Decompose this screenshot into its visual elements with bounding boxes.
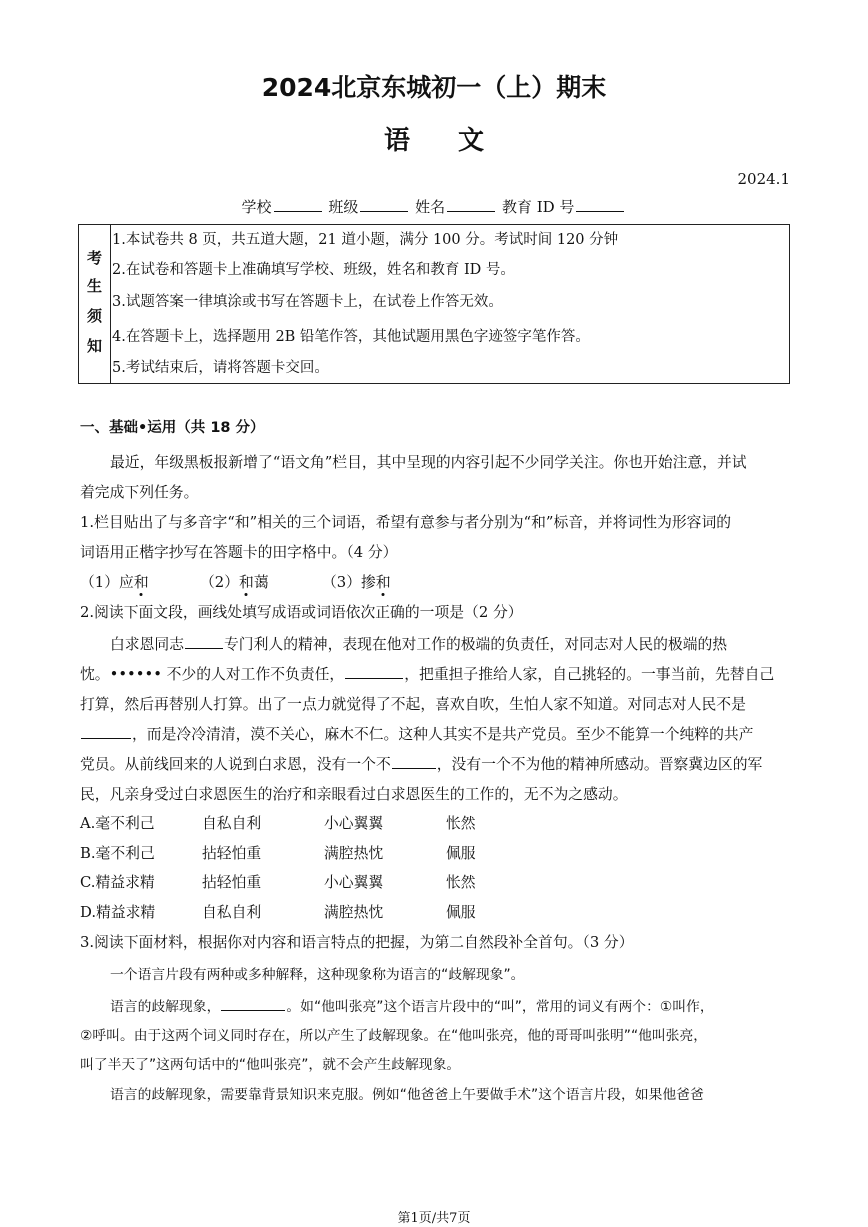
option-d-1: D.精益求精 <box>80 904 156 921</box>
class-blank <box>360 197 408 212</box>
fill-blank <box>221 997 285 1011</box>
notice-label-char: 知 <box>86 337 102 355</box>
q1-word-post: 蔼 <box>253 574 269 591</box>
exam-date: 2024.1 <box>737 170 790 188</box>
page-number: 第1页/共7页 <box>397 1211 471 1226</box>
section-heading: 一、基础•运用（共 18 分） <box>80 420 265 436</box>
q1-word-num: （2） <box>200 574 240 591</box>
option-a-1: A.毫不利己 <box>80 815 155 832</box>
passage-line <box>80 753 762 774</box>
id-label: 教育 ID 号 <box>501 198 575 216</box>
notice-item: 2.在试卷和答题卡上准确填写学校、班级，姓名和教育 ID 号。 <box>112 262 515 278</box>
notice-item: 1.本试卷共 8 页，共五道大题，21 道小题，满分 100 分。考试时间 120 分钟 <box>112 232 619 248</box>
passage-text: 忱。•••••• 不少的人对工作不负责任， <box>80 666 345 683</box>
option-a-3: 小心翼翼 <box>324 815 384 832</box>
option-c-2: 拈轻怕重 <box>202 874 262 891</box>
question-3-title: 3.阅读下面材料，根据你对内容和语言特点的把握，为第二自然段补全首句。（3 分） <box>80 934 634 951</box>
question-1-text: 词语用正楷字抄写在答题卡的田字格中。（4 分） <box>80 544 398 561</box>
option-d-3: 满腔热忱 <box>324 904 384 921</box>
q1-word-pre: 应 <box>119 574 134 591</box>
q1-word-dotted: 和 <box>239 574 254 591</box>
fill-blank <box>185 635 223 649</box>
school-label: 学校 <box>241 198 272 216</box>
material-text: 语言的歧解现象， <box>110 999 221 1015</box>
q1-word-1 <box>80 571 149 592</box>
exam-subject: 语文 <box>383 126 532 156</box>
name-blank <box>447 197 495 212</box>
passage-text: ，没有一个不为他的精神所感动。晋察冀边区的军 <box>436 756 763 773</box>
fill-blank <box>81 725 131 739</box>
q1-word-num: （3） <box>322 574 362 591</box>
question-2-title: 2.阅读下面文段，画线处填写成语或词语依次正确的一项是（2 分） <box>80 604 523 621</box>
passage-text: 党员。从前线回来的人说到白求恩，没有一个不 <box>80 756 391 773</box>
notice-item: 3.试题答案一律填涂或书写在答题卡上，在试卷上作答无效。 <box>112 294 503 310</box>
fill-blank <box>392 755 436 769</box>
notice-item: 4.在答题卡上，选择题用 2B 铅笔作答，其他试题用黑色字迹签字笔作答。 <box>112 329 590 345</box>
q1-word-num: （1） <box>80 574 120 591</box>
intro-line: 最近，年级黑板报新增了“语文角”栏目，其中呈现的内容引起不少同学关注。你也开始注意，并试 <box>110 454 747 471</box>
passage-line <box>80 663 774 684</box>
material-paragraph: 一个语言片段有两种或多种解释，这种现象称为语言的“歧解现象”。 <box>110 967 525 983</box>
option-b-2: 拈轻怕重 <box>202 845 262 862</box>
passage-line <box>80 723 753 744</box>
option-a-4: 怅然 <box>446 815 476 832</box>
option-d-2: 自私自利 <box>202 904 262 921</box>
material-line: 语言的歧解现象，需要靠背景知识来克服。例如“他爸爸上午要做手术”这个语言片段，如果他爸爸 <box>110 1087 704 1103</box>
notice-label <box>79 225 111 383</box>
id-blank <box>576 197 624 212</box>
q1-word-2 <box>200 571 269 592</box>
passage-line: 打算，然后再替别人打算。出了一点力就觉得了不起，喜欢自吹，生怕人家不知道。对同志对人民不是 <box>80 696 746 713</box>
school-blank <box>274 197 322 212</box>
option-c-3: 小心翼翼 <box>324 874 384 891</box>
passage-text: 白求恩同志 <box>110 636 184 653</box>
material-paragraph <box>110 995 714 1015</box>
notice-box <box>78 224 790 384</box>
fill-blank <box>345 665 403 679</box>
option-c-1: C.精益求精 <box>80 874 155 891</box>
notice-item: 5.考试结束后，请将答题卡交回。 <box>112 360 329 376</box>
notice-label-char: 考 <box>86 249 102 267</box>
material-line: ②呼叫。由于这两个词义同时存在，所以产生了歧解现象。在“他叫张亮，他的哥哥叫张明”“他叫张亮， <box>80 1028 708 1044</box>
class-label: 班级 <box>328 198 359 216</box>
passage-line <box>110 633 727 654</box>
q1-word-dotted: 和 <box>375 574 391 591</box>
option-b-1: B.毫不利己 <box>80 845 155 862</box>
option-a-2: 自私自利 <box>202 815 262 832</box>
material-line: 叫了半天了”这两句话中的“他叫张亮”，就不会产生歧解现象。 <box>80 1057 461 1073</box>
option-d-4: 佩服 <box>446 904 476 921</box>
passage-line: 民，凡亲身受过白求恩医生的治疗和亲眼看过白求恩医生的工作的，无不为之感动。 <box>80 786 628 803</box>
notice-label-char: 生 <box>86 277 102 295</box>
passage-text: 专门利人的精神，表现在他对工作的极端的负责任，对同志对人民的极端的热 <box>224 636 728 653</box>
name-label: 姓名 <box>415 198 446 216</box>
q1-word-dotted: 和 <box>133 574 149 591</box>
q1-word-pre: 掺 <box>361 574 376 591</box>
q1-word-3 <box>322 571 391 592</box>
exam-title: 2024北京东城初一（上）期末 <box>261 73 607 102</box>
option-b-4: 佩服 <box>446 845 476 862</box>
material-text: 。如“他叫张亮”这个语言片段中的“叫”，常用的词义有两个：①叫作， <box>286 999 714 1015</box>
question-1-text: 1.栏目贴出了与多音字“和”相关的三个词语，希望有意参与者分别为“和”标音，并将词性为形容词的 <box>80 514 732 531</box>
option-c-4: 怅然 <box>446 874 476 891</box>
notice-label-char: 须 <box>86 307 102 325</box>
passage-text: ，把重担子推给人家，自己挑轻的。一事当前，先替自己 <box>404 666 775 683</box>
student-info-line <box>0 196 868 217</box>
intro-line: 着完成下列任务。 <box>80 484 199 501</box>
option-b-3: 满腔热忱 <box>324 845 384 862</box>
passage-text: ，而是冷冷清清，漠不关心，麻木不仁。这种人其实不是共产党员。至少不能算一个纯粹的共产 <box>132 726 754 743</box>
